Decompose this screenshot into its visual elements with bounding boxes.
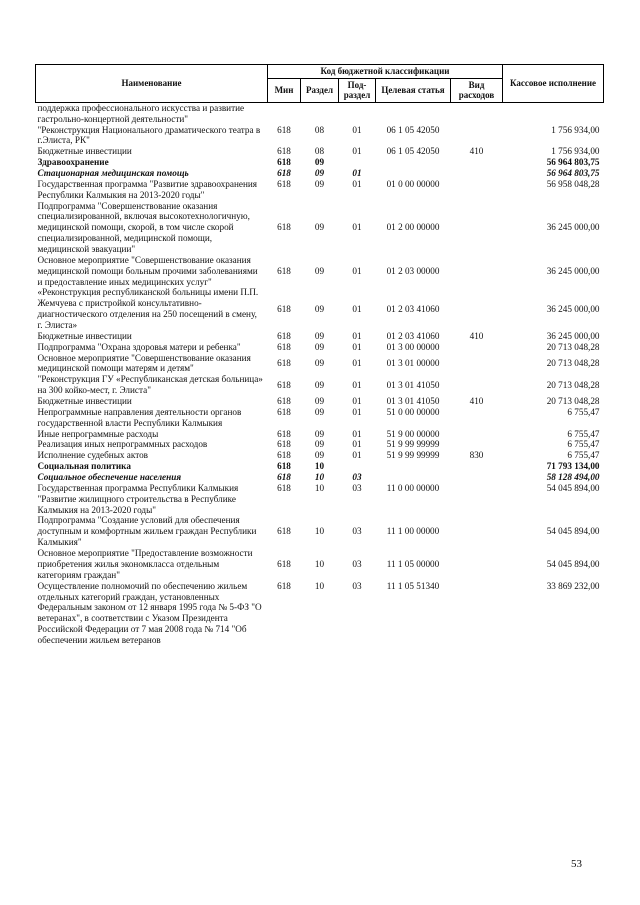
row-podrazdel: 01 — [352, 396, 362, 407]
row-min: 618 — [277, 379, 291, 390]
row-amount: 33 869 232,00 — [546, 580, 600, 591]
row-vid — [451, 407, 503, 429]
row-name: Государственная программа Республики Калмыкия "Развитие жилищного строительства в Республике Калмыкия на 2013-2020 годы" — [37, 482, 239, 515]
row-razdel: 09 — [314, 157, 325, 168]
row-razdel: 09 — [314, 450, 325, 461]
row-razdel: 10 — [314, 558, 325, 569]
row-vid — [451, 201, 503, 255]
row-podrazdel: 03 — [352, 580, 362, 591]
row-min: 618 — [277, 358, 291, 369]
row-vid — [451, 515, 503, 548]
row-name: Стационарная медицинская помощь — [37, 167, 189, 178]
row-celevaya — [376, 461, 451, 472]
row-celevaya: 51 0 00 00000 — [386, 406, 440, 417]
table-row — [36, 287, 604, 330]
row-celevaya: 01 2 03 00000 — [386, 265, 440, 276]
header-code-group: Код бюджетной классификации — [268, 65, 503, 79]
table-row — [36, 102, 604, 124]
row-amount: 58 128 494,00 — [546, 472, 600, 483]
table-row — [36, 581, 604, 646]
row-name: Социальное обеспечение населения — [37, 472, 182, 483]
row-name: поддержка профессионального искусства и развитие гастрольно-концертной деятельности" — [37, 102, 245, 124]
row-celevaya: 51 9 00 00000 — [386, 428, 440, 439]
table-row — [36, 439, 604, 450]
header-name: Наименование — [36, 65, 268, 103]
row-name: Бюджетные инвестиции — [37, 396, 132, 407]
header-kassovoe: Кассовое исполнение — [503, 65, 604, 103]
row-amount: 36 245 000,00 — [546, 303, 600, 314]
row-celevaya: 01 3 01 00000 — [386, 358, 440, 369]
table-row — [36, 515, 604, 548]
row-podrazdel: 01 — [352, 265, 362, 276]
row-celevaya — [376, 168, 451, 179]
row-name: Подпрограмма "Совершенствование оказания специализированной, включая высокотехнологичную, медицинской помощи, скорой, в том числе скорой специализированной, медицинской помощи, медицинской эвакуации" — [37, 200, 250, 254]
row-celevaya — [376, 472, 451, 483]
row-name: Основное мероприятие "Совершенствование оказания медицинской помощи матерям и детям" — [37, 352, 251, 374]
row-razdel: 09 — [314, 303, 325, 314]
table-row — [36, 396, 604, 407]
table-row — [36, 168, 604, 179]
row-podrazdel: 03 — [352, 472, 362, 483]
table-row — [36, 331, 604, 342]
row-razdel: 09 — [314, 406, 325, 417]
row-min: 618 — [277, 558, 291, 569]
row-min: 618 — [277, 461, 291, 472]
header-vid: Вид расходов — [451, 78, 503, 102]
row-min: 618 — [277, 439, 291, 450]
budget-table — [35, 64, 604, 646]
row-min — [268, 102, 301, 124]
row-name: Социальная политика — [37, 461, 131, 472]
header-min: Мин — [268, 78, 301, 102]
row-podrazdel: 01 — [352, 146, 362, 157]
row-min: 618 — [277, 406, 291, 417]
page-number: 53 — [571, 858, 582, 870]
row-amount: 54 045 894,00 — [546, 482, 600, 493]
row-min: 618 — [277, 341, 291, 352]
row-min: 618 — [277, 146, 291, 157]
row-razdel: 10 — [314, 472, 325, 483]
row-vid — [451, 125, 503, 147]
row-razdel: 09 — [314, 358, 325, 369]
row-vid — [451, 342, 503, 353]
row-amount: 56 958 048,28 — [546, 178, 600, 189]
row-name: Подпрограмма "Охрана здоровья матери и ребенка" — [37, 341, 241, 352]
row-name: Основное мероприятие "Совершенствование оказания медицинской помощи больным прочими заболеваниями и предоставление иных медицинских услуг" — [37, 254, 258, 287]
row-celevaya — [376, 157, 451, 168]
row-celevaya: 06 1 05 42050 — [386, 124, 440, 135]
row-vid — [451, 102, 503, 124]
table-row — [36, 407, 604, 429]
row-vid — [451, 168, 503, 179]
row-podrazdel — [339, 461, 376, 472]
row-amount: 56 964 803,75 — [546, 167, 600, 178]
row-name: "Реконструкция Национального драматического театра в г.Элиста, РК" — [37, 124, 261, 146]
row-razdel: 09 — [314, 330, 325, 341]
row-min: 618 — [277, 124, 291, 135]
row-name: Основное мероприятие "Предоставление возможности приобретения жилья экономкласса отдельным категориям граждан" — [37, 548, 253, 580]
row-vid — [451, 461, 503, 472]
row-vid — [451, 179, 503, 201]
row-vid — [451, 439, 503, 450]
row-celevaya — [376, 102, 451, 124]
row-celevaya: 51 9 99 99999 — [386, 450, 440, 461]
row-celevaya: 51 9 99 99999 — [386, 439, 440, 450]
row-celevaya: 01 0 00 00000 — [386, 178, 440, 189]
row-podrazdel: 01 — [352, 406, 362, 417]
table-row — [36, 255, 604, 288]
row-vid — [451, 374, 503, 396]
table-row — [36, 374, 604, 396]
row-name: Реализация иных непрограммных расходов — [37, 439, 208, 450]
row-min: 618 — [277, 482, 291, 493]
row-razdel: 09 — [314, 222, 325, 233]
row-podrazdel: 01 — [352, 379, 362, 390]
row-name: Осуществление полномочий по обеспечению жильем отдельных категорий граждан, установленных Федеральным законом от 12 января 1995 года № 5-ФЗ "О ветеранах", в соответствии с Указом Президента Российской Федерации от 7 мая 2008 года № 714 "Об обеспечении жильем ветеранов — [37, 580, 262, 645]
row-razdel: 10 — [314, 526, 325, 537]
row-podrazdel: 01 — [352, 303, 362, 314]
row-min: 618 — [277, 580, 291, 591]
row-amount: 20 713 048,28 — [546, 358, 600, 369]
row-celevaya: 01 3 01 41050 — [386, 396, 440, 407]
row-celevaya: 11 1 05 51340 — [386, 580, 440, 591]
row-vid — [451, 287, 503, 330]
row-podrazdel: 01 — [352, 450, 362, 461]
row-celevaya: 01 2 00 00000 — [386, 222, 440, 233]
row-razdel: 10 — [314, 461, 325, 472]
table-row — [36, 450, 604, 461]
row-podrazdel: 03 — [352, 526, 362, 537]
row-vid — [451, 472, 503, 483]
row-vid — [451, 483, 503, 516]
row-name: Подпрограмма "Создание условий для обеспечения доступным и комфортным жильем граждан Республики Калмыкия" — [37, 515, 257, 548]
row-amount: 36 245 000,00 — [546, 265, 600, 276]
row-min: 618 — [277, 330, 291, 341]
row-razdel: 09 — [314, 167, 325, 178]
row-amount: 20 713 048,28 — [546, 341, 600, 352]
row-min: 618 — [277, 222, 291, 233]
table-row — [36, 461, 604, 472]
header-razdel: Раздел — [301, 78, 339, 102]
row-min: 618 — [277, 396, 291, 407]
row-name: Бюджетные инвестиции — [37, 330, 132, 341]
row-celevaya: 11 0 00 00000 — [386, 482, 440, 493]
row-razdel — [301, 102, 339, 124]
row-vid — [451, 157, 503, 168]
row-vid — [451, 548, 503, 581]
row-vid — [451, 581, 503, 646]
table-row — [36, 548, 604, 581]
row-podrazdel: 01 — [352, 178, 362, 189]
row-name: Бюджетные инвестиции — [37, 146, 132, 157]
row-amount: 6 755,47 — [567, 428, 600, 439]
row-vid — [451, 353, 503, 375]
table-row — [36, 472, 604, 483]
row-podrazdel — [339, 102, 376, 124]
row-name: Здравоохранение — [37, 157, 109, 168]
row-razdel: 09 — [314, 428, 325, 439]
row-podrazdel: 01 — [352, 330, 362, 341]
row-razdel: 09 — [314, 396, 325, 407]
row-podrazdel: 01 — [352, 439, 362, 450]
row-podrazdel: 01 — [352, 358, 362, 369]
row-podrazdel: 01 — [352, 167, 362, 178]
row-amount: 71 793 134,00 — [546, 461, 600, 472]
table-row — [36, 429, 604, 440]
table-row — [36, 483, 604, 516]
row-amount: 36 245 000,00 — [546, 222, 600, 233]
header-celevaya: Целевая статья — [376, 78, 451, 102]
row-min: 618 — [277, 303, 291, 314]
row-celevaya: 01 3 01 41050 — [386, 379, 440, 390]
row-celevaya: 11 1 05 00000 — [386, 558, 440, 569]
row-min: 618 — [277, 167, 291, 178]
row-razdel: 09 — [314, 341, 325, 352]
row-razdel: 09 — [314, 265, 325, 276]
row-podrazdel: 03 — [352, 482, 362, 493]
row-min: 618 — [277, 472, 291, 483]
row-podrazdel — [339, 157, 376, 168]
row-amount: 6 755,47 — [567, 450, 600, 461]
row-min: 618 — [277, 157, 291, 168]
row-razdel: 10 — [314, 580, 325, 591]
table-row — [36, 201, 604, 255]
row-name: Исполнение судебных актов — [37, 450, 149, 461]
row-name: Непрограммные направления деятельности органов государственной власти Республики Калмыкия — [37, 406, 242, 428]
row-vid: 830 — [469, 450, 484, 461]
row-amount: 1 756 934,00 — [551, 146, 600, 157]
row-amount: 1 756 934,00 — [551, 124, 600, 135]
row-celevaya: 01 2 03 41060 — [386, 330, 440, 341]
row-podrazdel: 03 — [352, 558, 362, 569]
row-vid: 410 — [469, 146, 484, 157]
row-podrazdel: 01 — [352, 124, 362, 135]
table-row — [36, 125, 604, 147]
row-amount: 6 755,47 — [567, 406, 600, 417]
row-amount — [503, 102, 604, 124]
table-row — [36, 157, 604, 168]
row-vid: 410 — [469, 396, 484, 407]
row-name: Государственная программа "Развитие здравоохранения Республики Калмыкия на 2013-2020 годы" — [37, 178, 258, 200]
row-celevaya: 11 1 00 00000 — [386, 526, 440, 537]
row-min: 618 — [277, 450, 291, 461]
table-row — [36, 146, 604, 157]
table-row — [36, 179, 604, 201]
row-podrazdel: 01 — [352, 222, 362, 233]
header-podrazdel: Под-раздел — [339, 78, 376, 102]
row-amount: 36 245 000,00 — [546, 330, 600, 341]
row-celevaya: 06 1 05 42050 — [386, 146, 440, 157]
row-name: "Реконструкция ГУ «Республиканская детская больница» на 300 койко-мест, г. Элиста" — [37, 374, 263, 396]
row-amount: 6 755,47 — [567, 439, 600, 450]
row-amount: 56 964 803,75 — [546, 157, 600, 168]
row-min: 618 — [277, 178, 291, 189]
row-name: Иные непрограммные расходы — [37, 428, 159, 439]
row-razdel: 09 — [314, 379, 325, 390]
row-razdel: 10 — [314, 482, 325, 493]
row-celevaya: 01 3 00 00000 — [386, 341, 440, 352]
row-celevaya: 01 2 03 41060 — [386, 303, 440, 314]
row-amount: 54 045 894,00 — [546, 526, 600, 537]
row-razdel: 09 — [314, 439, 325, 450]
row-razdel: 09 — [314, 178, 325, 189]
row-vid — [451, 429, 503, 440]
row-razdel: 08 — [314, 124, 325, 135]
table-row — [36, 353, 604, 375]
row-amount: 20 713 048,28 — [546, 396, 600, 407]
table-header — [36, 65, 604, 103]
row-min: 618 — [277, 526, 291, 537]
row-amount: 54 045 894,00 — [546, 558, 600, 569]
row-amount: 20 713 048,28 — [546, 379, 600, 390]
row-vid: 410 — [469, 330, 484, 341]
row-razdel: 08 — [314, 146, 325, 157]
table-body — [36, 102, 604, 645]
row-podrazdel: 01 — [352, 341, 362, 352]
row-min: 618 — [277, 265, 291, 276]
row-vid — [451, 255, 503, 288]
row-name: «Реконструкция республиканской больницы имени П.П. Жемчуева с пристройкой консультативно-диагностического отделения на 250 посещений в смену, г. Элиста» — [37, 287, 259, 331]
table-row — [36, 342, 604, 353]
row-min: 618 — [277, 428, 291, 439]
row-podrazdel: 01 — [352, 428, 362, 439]
